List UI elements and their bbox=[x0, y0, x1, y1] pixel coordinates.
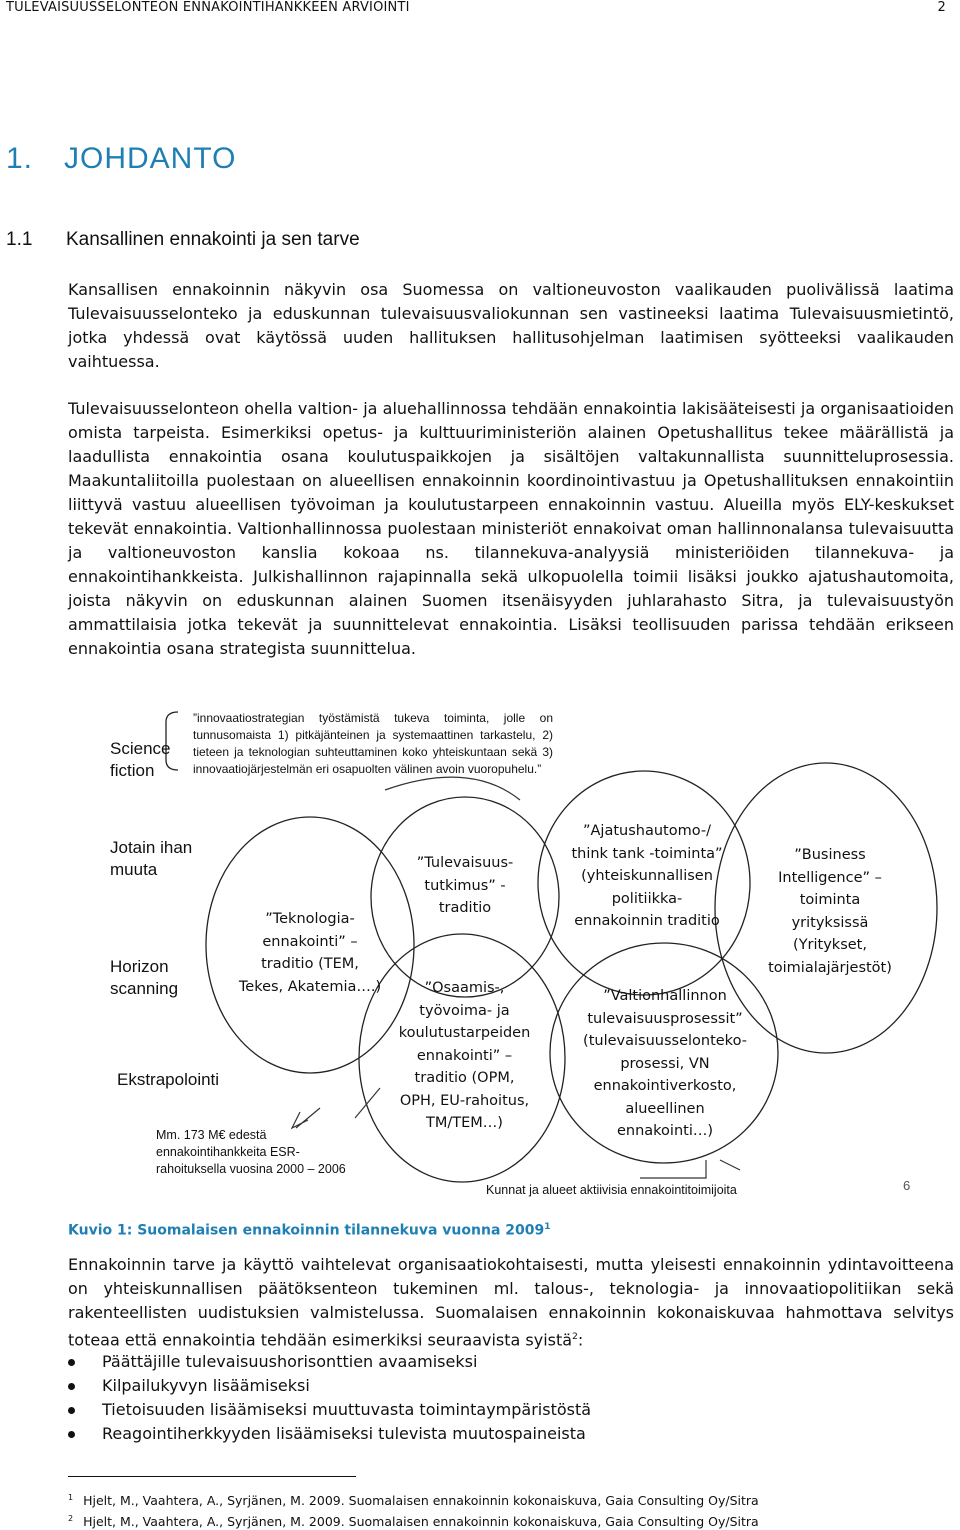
footnote-2-text: Hjelt, M., Vaahtera, A., Syrjänen, M. 2009. Suomalaisen ennakoinnin kokonaiskuva, Gaia Consulting Oy/Sitra bbox=[83, 1514, 759, 1530]
bullet-list bbox=[68, 1350, 948, 1446]
tulevaisuustutkimus-line: traditio bbox=[438, 900, 492, 916]
figure-ennakointi-tilannekuva bbox=[0, 700, 960, 1210]
valtionhallinnon-line: prosessi, VN bbox=[620, 1055, 710, 1072]
ajatushautomo-line: ”Ajatushautomo-/ bbox=[583, 823, 711, 839]
arrow-mm-left bbox=[296, 1108, 320, 1128]
arrow-kunnat-right bbox=[720, 1160, 740, 1170]
tulevaisuustutkimus-line: tutkimus” - bbox=[424, 877, 506, 894]
paragraph-3-text: Ennakoinnin tarve ja käyttö vaihtelevat organisaatiokohtaisesti, mutta yleisesti ennakoinnin ydintavoitteena on yhteiskunnallisen päätöksenteon tukeminen ml. talous-, teknologia- ja innovaatiopolitiikan sekä rakenteellisten uudistuksien valmistelussa. Suomalaisen ennakoinnin kokonaiskuvaa hahmottava selvitys toteaa että ennakointia tehdään esimerkiksi seuraavista syistä bbox=[68, 1255, 954, 1350]
list-item-text: Tietoisuuden lisäämiseksi muuttuvasta toimintaympäristöstä bbox=[102, 1400, 592, 1419]
footnote-1-number: 1 bbox=[68, 1493, 74, 1502]
label-science-fiction-line2: fiction bbox=[110, 761, 155, 780]
ajatushautomo-line: think tank -toiminta” bbox=[571, 845, 723, 862]
mm-note-line: ennakointihankkeita ESR- bbox=[156, 1145, 300, 1159]
business-line: toiminta bbox=[799, 892, 861, 908]
paragraph-3-colon: : bbox=[577, 1330, 584, 1350]
label-horizon-line2: scanning bbox=[110, 979, 179, 998]
teknologia-line: Tekes, Akatemia….) bbox=[238, 978, 382, 995]
osaamis-line: OPH, EU-rahoitus, bbox=[399, 1092, 530, 1109]
bullet-dot-icon bbox=[68, 1407, 75, 1414]
ellipse-text-ajatushautomo bbox=[552, 820, 742, 933]
paragraph-3 bbox=[68, 1253, 954, 1352]
footnote-1-text: Hjelt, M., Vaahtera, A., Syrjänen, M. 2009. Suomalaisen ennakoinnin kokonaiskuva, Gaia Consulting Oy/Sitra bbox=[83, 1493, 759, 1509]
footnote-2-number: 2 bbox=[68, 1514, 74, 1523]
bullet-dot-icon bbox=[68, 1383, 75, 1390]
osaamis-line: koulutustarpeiden bbox=[398, 1025, 531, 1041]
footnote-divider bbox=[68, 1476, 356, 1477]
list-item bbox=[68, 1422, 948, 1446]
ajatushautomo-line: politiikka- bbox=[611, 890, 683, 907]
arrow-mm-right bbox=[355, 1088, 380, 1118]
label-jotain-line1: Jotain ihan bbox=[110, 838, 193, 857]
list-item-text: Kilpailukyvyn lisäämiseksi bbox=[102, 1376, 310, 1395]
tulevaisuustutkimus-line: ”Tulevaisuus- bbox=[416, 855, 514, 871]
chapter-title: JOHDANTO bbox=[64, 142, 237, 175]
ellipse-text-tulevaisuustutkimus bbox=[390, 852, 540, 920]
ellipse-text-teknologia bbox=[220, 908, 400, 998]
mm-note-line: rahoituksella vuosina 2000 – 2006 bbox=[156, 1162, 346, 1176]
valtionhallinnon-line: tulevaisuusprosessit” bbox=[587, 1010, 743, 1027]
ellipse-text-valtionhallinnon bbox=[570, 985, 760, 1143]
arrow-quote bbox=[385, 777, 520, 800]
osaamis-line: työvoima- ja bbox=[419, 1002, 510, 1019]
bullet-dot-icon bbox=[68, 1431, 75, 1438]
valtionhallinnon-line: ”Valtionhallinnon bbox=[603, 988, 727, 1004]
list-item-text: Reagointiherkkyyden lisäämiseksi tulevista muutospaineista bbox=[102, 1424, 586, 1443]
paragraph-1: Kansallisen ennakoinnin näkyvin osa Suomessa on valtioneuvoston vaalikauden puolivälissä laatima Tulevaisuusselonteko ja eduskunnan tulevaisuusvaliokunnan sen vastineeksi laatima Tulevaisuusmietintö, jotka yhdessä ovat käytössä uuden hallituksen hallitusohjelman laatimisen syötteeksi vaalikauden vaihtuessa. bbox=[68, 280, 954, 371]
header-title: TULEVAISUUSSELONTEON ENNAKOINTIHANKKEEN ARVIOINTI bbox=[6, 0, 410, 15]
label-horizon-scanning bbox=[110, 956, 178, 1000]
label-horizon-line1: Horizon bbox=[110, 957, 169, 976]
section-heading bbox=[6, 229, 360, 251]
bullet-dot-icon bbox=[68, 1359, 75, 1366]
list-item-text: Päättäjille tulevaisuushorisonttien avaamiseksi bbox=[102, 1352, 478, 1371]
kunnat-note: Kunnat ja alueet aktiivisia ennakointitoimijoita bbox=[486, 1183, 737, 1197]
ellipse-text-business bbox=[735, 844, 925, 979]
section-title: Kansallinen ennakointi ja sen tarve bbox=[66, 229, 360, 250]
list-item bbox=[68, 1374, 948, 1398]
mm-note-line: Mm. 173 M€ edestä bbox=[156, 1128, 267, 1142]
valtionhallinnon-line: alueellinen bbox=[625, 1100, 705, 1117]
section-number: 1.1 bbox=[6, 229, 33, 250]
business-line: toimialajärjestöt) bbox=[768, 959, 892, 976]
list-item bbox=[68, 1350, 948, 1374]
chapter-number: 1. bbox=[6, 142, 34, 175]
figure-caption bbox=[68, 1222, 551, 1239]
business-line: (Yritykset, bbox=[793, 937, 867, 953]
teknologia-line: ”Teknologia- bbox=[265, 911, 355, 927]
label-science-fiction bbox=[110, 738, 170, 782]
figure-quote: ”innovaatiostrategian työstämistä tukeva toiminta, jolle on tunnusomaista 1) pitkäjänteinen ja systemaattinen tarkastelu, 2) tieteen ja teknologian suhteuttaminen koko yhteiskuntaan sekä 3) innovaatiojärjestelmän eri osapuolten välinen avoin vuoropuhelu.” bbox=[193, 711, 553, 776]
footnote-1 bbox=[68, 1493, 759, 1508]
label-science-fiction-line1: Science bbox=[110, 739, 171, 758]
list-item bbox=[68, 1398, 948, 1422]
business-line: yrityksissä bbox=[791, 914, 869, 931]
osaamis-line: traditio (OPM, bbox=[414, 1070, 515, 1086]
paragraph-3-sup: 2 bbox=[572, 1332, 578, 1342]
figure-page-number: 6 bbox=[903, 1178, 911, 1193]
caption-sup: 1 bbox=[544, 1222, 551, 1232]
header-page-number: 2 bbox=[937, 0, 946, 15]
mm-note bbox=[156, 1127, 346, 1178]
ajatushautomo-line: ennakoinnin traditio bbox=[574, 913, 720, 929]
osaamis-line: TM/TEM…) bbox=[426, 1115, 503, 1131]
business-line: Intelligence” – bbox=[778, 869, 882, 886]
paragraph-2: Tulevaisuusselonteon ohella valtion- ja aluehallinnossa tehdään ennakointia lakisääteisesti ja organisaatioiden omista tarpeista. Esimerkiksi opetus- ja kulttuuriministeriön alainen Opetushallitus tekee määrällistä ja laadullista ennakointia osana koulutuspaikkojen ja sisältöjen valtakunnallista suunnitteluprosessia. Maakuntaliitoilla puolestaan on alueellisen ennakoinnin koordinointivastuu ja Opetushallituksen ennakointiin liittyvä vastuu alueellisen työvoiman ja koulutustarpeen ennakoinnin vastuu. Alueilla myös ELY-keskukset tekevät ennakointia. Valtionhallinnossa puolestaan ministeriöt ennakoivat oman hallinnonalansa tulevaisuutta ja valtioneuvoston kanslia kokoaa ns. tilannekuva-analyysiä ministeriöiden tilannekuva- ja ennakointihankkeista. Julkishallinnon rajapinnalla sekä ulkopuolella toimii lisäksi joukko ajatushautomoita, joista näkyvin on eduskunnan alainen Suomen itsenäisyyden juhlarahasto Sitra, ja tulevaisuustyön ammattilaisia jotka tekevät ja suunnittelevat ennakointia. Lisäksi teollisuuden parissa tehdään erikseen ennakointia osana strategista suunnittelua. bbox=[68, 399, 954, 658]
teknologia-line: traditio (TEM, bbox=[261, 956, 359, 972]
chapter-heading bbox=[6, 142, 236, 176]
label-ekstrapolointi: Ekstrapolointi bbox=[117, 1070, 220, 1089]
valtionhallinnon-line: ennakointi…) bbox=[616, 1123, 714, 1139]
running-header bbox=[6, 0, 960, 18]
valtionhallinnon-line: (tulevaisuusselonteko- bbox=[583, 1033, 747, 1049]
business-line: ”Business bbox=[794, 847, 866, 863]
ajatushautomo-line: (yhteiskunnallisen bbox=[581, 868, 713, 884]
ellipse-text-osaamis bbox=[382, 977, 547, 1135]
osaamis-line: ”Osaamis-, bbox=[424, 980, 505, 996]
label-jotain-ihan-muuta bbox=[110, 837, 192, 881]
osaamis-line: ennakointi” – bbox=[416, 1047, 513, 1064]
teknologia-line: ennakointi” – bbox=[262, 933, 358, 950]
footnote-2 bbox=[68, 1514, 759, 1529]
label-jotain-line2: muuta bbox=[110, 860, 158, 879]
valtionhallinnon-line: ennakointiverkosto, bbox=[593, 1078, 737, 1094]
caption-text: Kuvio 1: Suomalaisen ennakoinnin tilannekuva vuonna 2009 bbox=[68, 1222, 545, 1239]
